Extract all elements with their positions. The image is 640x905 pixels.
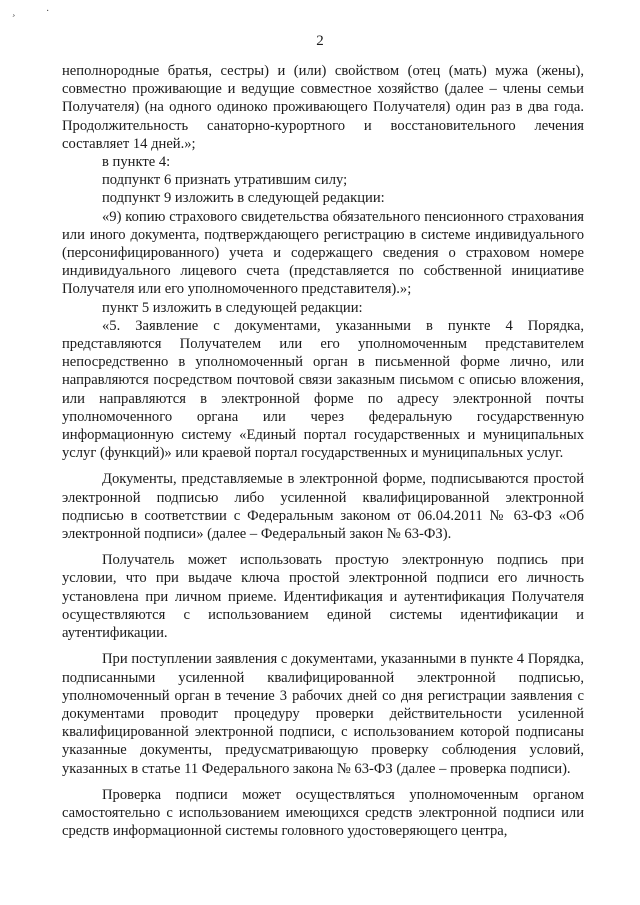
scan-mark: · [46, 6, 50, 17]
paragraph: подпункт 9 изложить в следующей редакции: [102, 190, 385, 207]
paragraph: Документы, представляемые в электронной форме, подписываются простой электронной подписью либо усиленной квалифицированной электронной подписью в соответствии с Федеральным законом от 06.04.2011 № 63-ФЗ «Об электронной подписи» (далее – Федеральный закон № 63-ФЗ). [62, 471, 584, 543]
paragraph: «5. Заявление с документами, указанными в пункте 4 Порядка, представляются Получателем или его уполномоченным представителем непосредственно в уполномоченный орган в письменной форме лично, или направляются посредством почтовой связи заказным письмом с описью вложения, или направляются в электронной форме по адресу электронной почты уполномоченного органа или через федеральную государственную информационную систему «Единый портал государственных и муниципальных услуг (функций)» или краевой портал государственных и муниципальных услуг. [62, 317, 584, 462]
scan-mark: ¸ [12, 6, 16, 17]
paragraph: При поступлении заявления с документами, указанными в пункте 4 Порядка, подписанными усиленной квалифицированной электронной подписью, уполномоченный орган в течение 3 рабочих дней со дня регистрации заявления с документами проводит процедуру проверки действительности усиленной квалифицированной электронной подписи, с использованием которой подписаны указанные документы, предусматривающую проверку соблюдения условий, указанных в статье 11 Федерального закона № 63-ФЗ (далее – проверка подписи). [62, 651, 584, 777]
paragraph: Проверка подписи может осуществляться уполномоченным органом самостоятельно с использованием имеющихся средств электронной подписи или средств информационной системы головного удостоверяющего центра, [62, 786, 584, 840]
paragraph: пункт 5 изложить в следующей редакции: [102, 299, 363, 316]
document-body [62, 62, 584, 840]
paragraph: неполнородные братья, сестры) и (или) свойством (отец (мать) мужа (жены), совместно проживающие и ведущие совместное хозяйство (далее – члены семьи Получателя) (на одного одиноко проживающего Получателя) один раз в два года. Продолжительность санаторно-курортного и восстановительного лечения составляет 14 дней.»; [62, 63, 584, 152]
paragraph: в пункте 4: [102, 154, 171, 171]
page-number: 2 [316, 33, 324, 49]
paragraph: подпункт 6 признать утратившим силу; [102, 172, 348, 189]
paragraph: Получатель может использовать простую электронную подпись при условии, что при выдаче ключа простой электронной подписи его личность установлена при личном приеме. Идентификация и аутентификация Получателя осуществляются с использованием единой системы идентификации и аутентификации. [62, 552, 584, 642]
paragraph: «9) копию страхового свидетельства обязательного пенсионного страхования или иного документа, подтверждающего регистрацию в системе индивидуального (персонифицированного) учета и содержащего сведения о страховом номере индивидуального лицевого счета (представляется по собственной инициативе Получателя или его уполномоченного представителя).»; [62, 208, 584, 298]
